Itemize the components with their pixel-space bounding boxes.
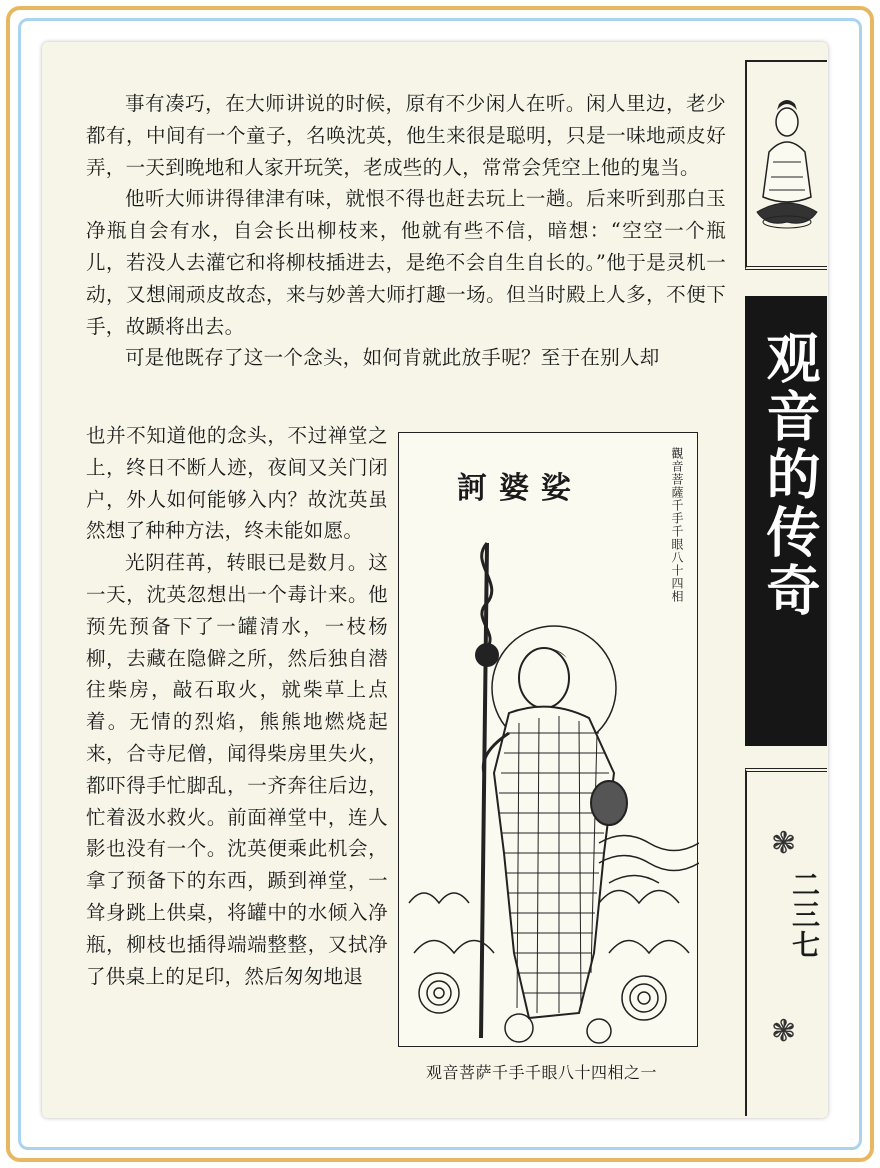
book-title: 观音的传奇 (758, 330, 822, 620)
paragraph-4: 光阴荏苒，转眼已是数月。这一天，沈英忽想出一个毒计来。他预先预备下了一罐清水，一枝杨柳，去藏在隐僻之所，然后独自潜往柴房，敲石取火，就柴草上点着。无情的烈焰，熊熊地燃烧起来，合寺尼僧，闻得柴房里失火，都吓得手忙脚乱，一齐奔往后边，忙着汲水救火。前面禅堂中，连人影也没有一个。沈英便乘此机会，拿了预备下的东西，踬到禅堂，一耸身跳上供桌，将罐中的水倾入净瓶，柳枝也插得端端整整，又拭净了供桌上的足印，然后匆匆地退 (86, 551, 388, 988)
paragraph-1: 事有凑巧，在大师讲说的时候，原有不少闲人在听。闲人里边，老少都有，中间有一个童子，名唤沈英，他生来很是聪明，只是一味地顽皮好弄，一天到晚地和人家开玩笑，老成些的人，常常会凭空上他的鬼当。 (86, 92, 726, 179)
paragraph-3-start: 可是他既存了这一个念头，如何肯就此放手呢？至于在别人却 (125, 346, 660, 370)
illustration-vertical-label: 觀音菩薩千手千眼八十四相 (670, 447, 684, 603)
guardian-figure-drawing (399, 433, 699, 1048)
flower-ornament-icon: ❃ (771, 1014, 797, 1049)
main-text-block (86, 88, 726, 374)
side-panel-top (745, 60, 827, 270)
paragraph-2: 他听大师讲得律津有味，就恨不得也赶去玩上一趟。后来听到那白玉净瓶自会有水，自会长出柳枝来，他就有些不信，暗想：“空空一个瓶儿，若没人去灌它和将柳枝插进去，是绝不会自生自长的。”他于是灵机一动，又想闹顽皮故态，来与妙善大师打趣一场。但当时殿上人多，不便下手，故踬将出去。 (86, 187, 726, 338)
flower-ornament-icon: ❃ (771, 826, 797, 861)
guanyin-illustration (398, 432, 698, 1047)
illustration-caption: 观音菩萨千手千眼八十四相之一 (426, 1063, 658, 1082)
illustration-title: 訶婆娑 (457, 471, 583, 506)
page-number: 二三七 (788, 870, 821, 960)
wrapped-text-column (86, 420, 388, 992)
guanyin-seated-icon (747, 62, 827, 268)
paragraph-3-rest: 也并不知道他的念头，不过禅堂之上，终日不断人迹，夜间又关门闭户，外人如何能够入内？故沈英虽然想了种种方法，终未能如愿。 (86, 424, 388, 543)
